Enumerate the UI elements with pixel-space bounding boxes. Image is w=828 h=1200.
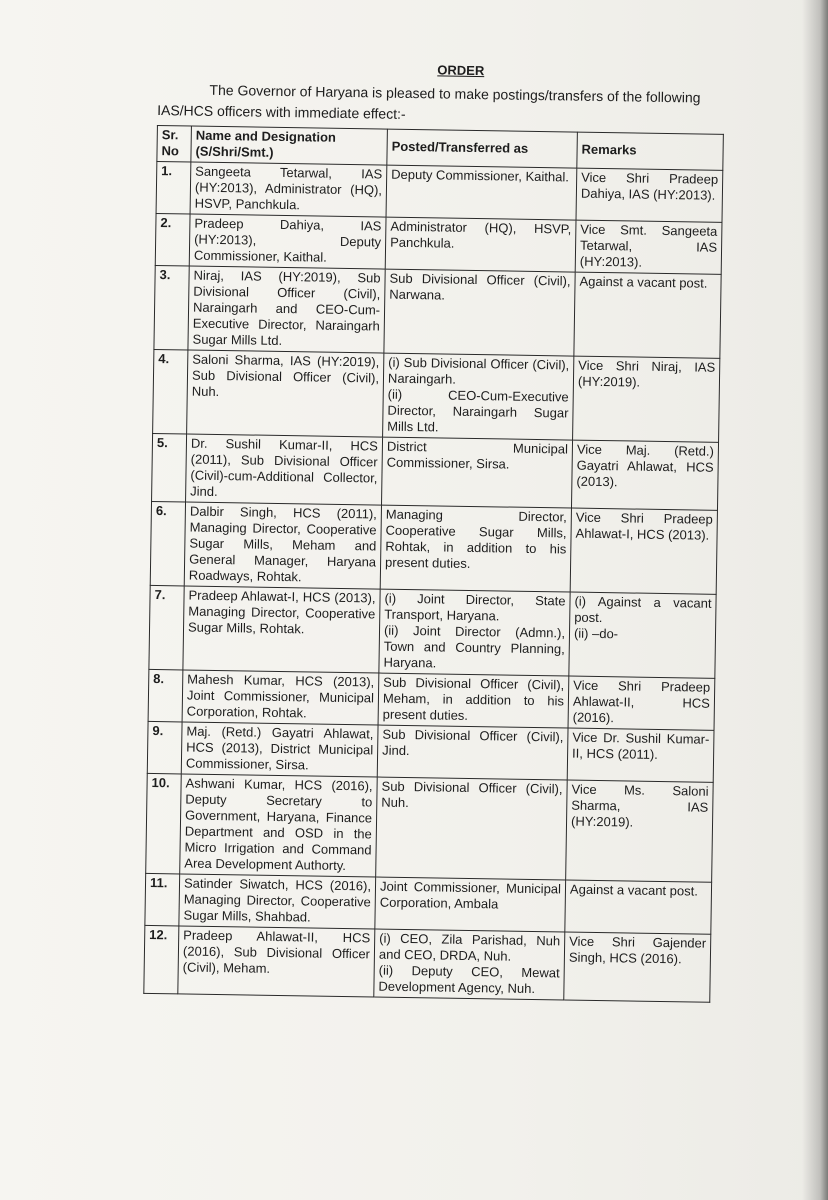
cell-remarks: Vice Shri Gajender Singh, HCS (2016). bbox=[564, 932, 711, 1002]
cell-sr-no: 5. bbox=[152, 433, 187, 502]
cell-remarks: Vice Shri Niraj, IAS (HY:2019). bbox=[573, 356, 720, 442]
cell-name-designation: Pradeep Dahiya, IAS (HY:2013), Deputy Commissioner, Kaithal. bbox=[189, 214, 386, 269]
cell-remarks: Vice Shri Pradeep Ahlawat-II, HCS (2016). bbox=[568, 676, 715, 730]
cell-remarks: Against a vacant post. bbox=[565, 880, 712, 934]
header-sr-no: Sr. No bbox=[157, 125, 192, 162]
cell-name-designation: Saloni Sharma, IAS (HY:2019), Sub Divisional Officer (Civil), Nuh. bbox=[187, 350, 384, 437]
cell-name-designation: Sangeeta Tetarwal, IAS (HY:2013), Administrator (HQ), HSVP, Panchkula. bbox=[190, 162, 387, 217]
table-row bbox=[146, 773, 714, 882]
table-row bbox=[154, 265, 721, 358]
cell-remarks: Vice Dr. Sushil Kumar-II, HCS (2011). bbox=[567, 728, 714, 782]
table-row bbox=[156, 161, 723, 222]
cell-name-designation: Dalbir Singh, HCS (2011), Managing Director, Cooperative Sugar Mills, Meham and General Manager, Haryana Roadways, Rohtak. bbox=[184, 502, 381, 589]
table-row bbox=[145, 873, 712, 934]
table-row bbox=[153, 349, 720, 442]
cell-posted-transferred: Managing Director, Cooperative Sugar Mills, Rohtak, in addition to his present duties. bbox=[380, 505, 571, 592]
cell-sr-no: 12. bbox=[144, 925, 179, 994]
cell-name-designation: Dr. Sushil Kumar-II, HCS (2011), Sub Divisional Officer (Civil)-cum-Additional Collector, Jind. bbox=[186, 434, 383, 505]
cell-sr-no: 10. bbox=[146, 773, 182, 874]
cell-name-designation: Mahesh Kumar, HCS (2013), Joint Commissioner, Municipal Corporation, Rohtak. bbox=[182, 670, 379, 725]
table-row bbox=[150, 501, 717, 594]
cell-remarks: Vice Shri Pradeep Dahiya, IAS (HY:2013). bbox=[576, 168, 723, 222]
cell-posted-transferred: (i) CEO, Zila Parishad, Nuh and CEO, DRDA, Nuh. (ii) Deputy CEO, Mewat Development Agency, Nuh. bbox=[374, 929, 565, 1000]
cell-sr-no: 2. bbox=[155, 213, 190, 266]
cell-name-designation: Pradeep Ahlawat-I, HCS (2013), Managing Director, Cooperative Sugar Mills, Rohtak. bbox=[183, 586, 380, 673]
cell-posted-transferred: Sub Divisional Officer (Civil), Meham, in addition to his present duties. bbox=[378, 673, 569, 728]
cell-remarks: (i) Against a vacant post. (ii) –do- bbox=[569, 592, 716, 678]
cell-remarks: Against a vacant post. bbox=[574, 272, 721, 358]
cell-name-designation: Ashwani Kumar, HCS (2016), Deputy Secretary to Government, Haryana, Finance Department and OSD in the Micro Irrigation and Command Area Development Authorty. bbox=[180, 774, 378, 877]
table-body bbox=[144, 161, 723, 1002]
cell-sr-no: 9. bbox=[147, 721, 182, 774]
postings-table bbox=[143, 125, 724, 1003]
table-row bbox=[147, 721, 714, 782]
table-row bbox=[152, 433, 719, 510]
cell-remarks: Vice Ms. Saloni Sharma, IAS (HY:2019). bbox=[566, 780, 714, 882]
page-edge-shadow bbox=[802, 0, 828, 1200]
cell-posted-transferred: (i) Joint Director, State Transport, Haryana. (ii) Joint Director (Admn.), Town and Country Planning, Haryana. bbox=[379, 589, 570, 676]
cell-name-designation: Niraj, IAS (HY:2019), Sub Divisional Officer (Civil), Naraingarh and CEO-Cum-Executive Director, Naraingarh Sugar Mills Ltd. bbox=[188, 266, 385, 353]
cell-remarks: Vice Shri Pradeep Ahlawat-I, HCS (2013). bbox=[570, 508, 717, 594]
cell-sr-no: 8. bbox=[148, 669, 183, 722]
cell-sr-no: 4. bbox=[153, 349, 188, 434]
header-name-designation: Name and Designation (S/Shri/Smt.) bbox=[191, 126, 388, 165]
table-row bbox=[144, 925, 711, 1002]
cell-sr-no: 7. bbox=[149, 585, 184, 670]
order-title: ORDER bbox=[437, 62, 485, 79]
cell-sr-no: 11. bbox=[145, 873, 180, 926]
cell-name-designation: Pradeep Ahlawat-II, HCS (2016), Sub Divisional Officer (Civil), Meham. bbox=[178, 926, 375, 997]
order-document bbox=[143, 58, 724, 1003]
cell-posted-transferred: District Municipal Commissioner, Sirsa. bbox=[382, 437, 573, 508]
cell-remarks: Vice Smt. Sangeeta Tetarwal, IAS (HY:2013). bbox=[575, 220, 722, 274]
table-row bbox=[155, 213, 722, 274]
cell-sr-no: 1. bbox=[156, 161, 191, 214]
cell-posted-transferred: Sub Divisional Officer (Civil), Jind. bbox=[377, 725, 568, 780]
table-row bbox=[149, 585, 716, 678]
cell-posted-transferred: Joint Commissioner, Municipal Corporation, Ambala bbox=[375, 877, 566, 932]
cell-posted-transferred: Deputy Commissioner, Kaithal. bbox=[386, 165, 577, 220]
cell-sr-no: 6. bbox=[150, 501, 185, 586]
header-remarks: Remarks bbox=[577, 132, 724, 170]
cell-name-designation: Satinder Siwatch, HCS (2016), Managing Director, Cooperative Sugar Mills, Shahbad. bbox=[179, 874, 376, 929]
cell-posted-transferred: (i) Sub Divisional Officer (Civil), Naraingarh. (ii) CEO-Cum-Executive Director, Naraingarh Sugar Mills Ltd. bbox=[383, 353, 574, 440]
cell-posted-transferred: Sub Divisional Officer (Civil), Nuh. bbox=[376, 777, 568, 880]
cell-name-designation: Maj. (Retd.) Gayatri Ahlawat, HCS (2013), District Municipal Commissioner, Sirsa. bbox=[181, 722, 378, 777]
header-posted-transferred: Posted/Transferred as bbox=[387, 129, 578, 168]
cell-posted-transferred: Administrator (HQ), HSVP, Panchkula. bbox=[385, 217, 576, 272]
cell-posted-transferred: Sub Divisional Officer (Civil), Narwana. bbox=[384, 269, 575, 356]
cell-sr-no: 3. bbox=[154, 265, 189, 350]
order-intro: The Governor of Haryana is pleased to make postings/transfers of the following IAS/HCS officers with immediate effect:- bbox=[157, 81, 701, 122]
table-row bbox=[148, 669, 715, 730]
cell-remarks: Vice Maj. (Retd.) Gayatri Ahlawat, HCS (2013). bbox=[571, 440, 718, 510]
